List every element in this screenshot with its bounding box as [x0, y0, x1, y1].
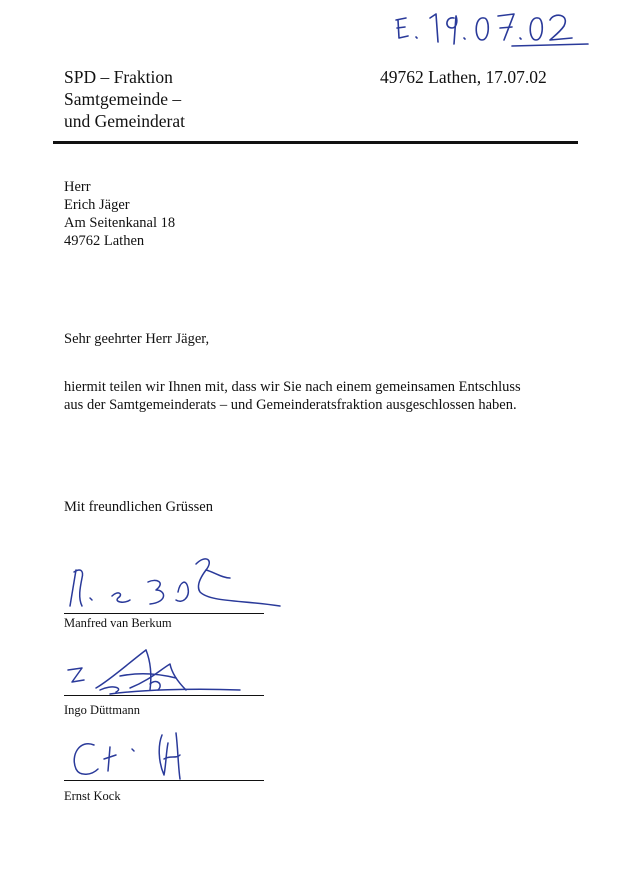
- recipient-street: Am Seitenkanal 18: [64, 215, 176, 231]
- signature-line-2: [64, 695, 264, 696]
- sender-line-1: SPD – Fraktion: [64, 67, 173, 87]
- body-line-1: hiermit teilen wir Ihnen mit, dass wir Sie nach einem gemeinsamen Entschluss: [64, 379, 521, 395]
- signatory-name-3: Ernst Kock: [64, 789, 121, 803]
- signature-line-1: [64, 613, 264, 614]
- handwritten-signature-1: [0, 548, 627, 618]
- received-handwritten-note: [392, 4, 592, 52]
- recipient-title: Herr: [64, 179, 91, 195]
- signature-block-2: [0, 640, 627, 725]
- letter-body: [64, 378, 521, 414]
- salutation: Sehr geehrter Herr Jäger,: [64, 331, 210, 347]
- sender-line-3: und Gemeinderat: [64, 111, 185, 131]
- signature-line-3: [64, 780, 264, 781]
- signatory-name-2: Ingo Düttmann: [64, 703, 141, 717]
- header-rule: [53, 141, 578, 144]
- recipient-name: Erich Jäger: [64, 197, 130, 213]
- sender-line-2: Samtgemeinde –: [64, 89, 182, 109]
- handwritten-signature-3: [0, 725, 627, 785]
- signatory-name-1: Manfred van Berkum: [64, 616, 172, 630]
- recipient-address: [64, 178, 175, 250]
- sender-block: [64, 66, 185, 132]
- signature-block-3: [0, 725, 627, 810]
- place-date: 49762 Lathen, 17.07.02: [380, 67, 547, 87]
- body-line-2: aus der Samtgemeinderats – und Gemeinderatsfraktion ausgeschlossen haben.: [64, 397, 517, 413]
- handwritten-signature-2: [0, 640, 627, 700]
- recipient-city: 49762 Lathen: [64, 233, 145, 249]
- signature-block-1: [0, 548, 627, 638]
- closing: Mit freundlichen Grüssen: [64, 499, 213, 515]
